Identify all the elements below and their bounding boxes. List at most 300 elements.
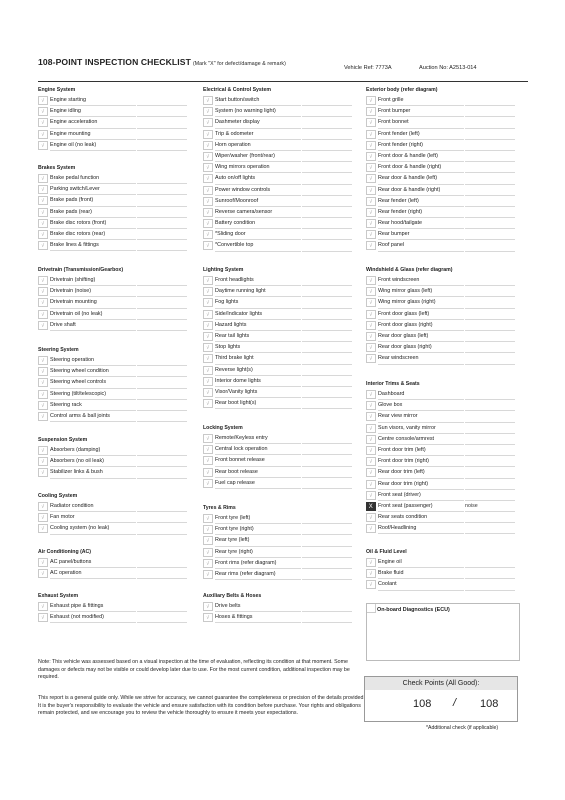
check-mark-checkbox[interactable]: √ (38, 613, 48, 622)
check-mark-checkbox[interactable]: √ (203, 613, 213, 622)
check-mark-checkbox[interactable]: √ (38, 141, 48, 150)
remark-field[interactable] (137, 456, 187, 467)
remark-field[interactable] (137, 95, 187, 106)
item-label: Brake pads (front) (50, 195, 136, 206)
checklist-row (38, 106, 188, 117)
check-mark-checkbox[interactable]: √ (38, 208, 48, 217)
remark-field[interactable] (465, 140, 515, 151)
item-label: Front bonnet release (215, 455, 301, 466)
check-mark-checkbox[interactable]: √ (203, 366, 213, 375)
item-label: Front door glass (left) (378, 309, 464, 320)
remark-field[interactable] (465, 445, 515, 456)
checklist-row (366, 207, 516, 218)
remark-field[interactable] (302, 387, 352, 398)
remark-field[interactable] (137, 467, 187, 478)
item-label: Brake disc rotors (front) (50, 218, 136, 229)
remark-field[interactable] (302, 547, 352, 558)
check-mark-checkbox[interactable]: √ (366, 298, 376, 307)
item-label: Roof panel (378, 240, 464, 251)
check-mark-checkbox[interactable]: √ (203, 514, 213, 523)
remark-field[interactable] (302, 376, 352, 387)
checklist-row (366, 342, 516, 353)
section-electrical-control-system (203, 86, 353, 252)
remark-field[interactable] (465, 240, 515, 251)
check-mark-checkbox[interactable]: √ (203, 332, 213, 341)
checklist-row (38, 117, 188, 128)
remark-field[interactable] (137, 129, 187, 140)
check-mark-checkbox[interactable]: √ (366, 457, 376, 466)
check-mark-checkbox[interactable]: √ (366, 163, 376, 172)
item-label: Steering operation (50, 355, 136, 366)
remark-field[interactable] (137, 523, 187, 534)
check-mark-checkbox[interactable]: √ (203, 163, 213, 172)
check-mark-checkbox[interactable]: √ (203, 377, 213, 386)
item-label: Drive belts (215, 601, 301, 612)
item-label: Visor/Vanity lights (215, 387, 301, 398)
check-mark-checkbox[interactable]: √ (203, 287, 213, 296)
remark-field[interactable] (137, 612, 187, 623)
item-label: Trip & odometer (215, 129, 301, 140)
remark-field[interactable] (137, 320, 187, 331)
remark-field[interactable] (137, 355, 187, 366)
check-mark-checkbox[interactable]: √ (203, 536, 213, 545)
remark-field[interactable] (465, 342, 515, 353)
check-mark-checkbox[interactable]: √ (203, 276, 213, 285)
check-mark-checkbox[interactable]: √ (38, 230, 48, 239)
remark-field[interactable] (465, 218, 515, 229)
check-mark-checkbox[interactable]: √ (203, 399, 213, 408)
remark-field[interactable] (137, 286, 187, 297)
remark-field[interactable] (465, 286, 515, 297)
remark-field[interactable] (302, 286, 352, 297)
check-mark-checkbox[interactable]: √ (366, 480, 376, 489)
checklist-row (203, 207, 353, 218)
remark-field[interactable] (302, 558, 352, 569)
item-label: Parking switch/Lever (50, 184, 136, 195)
checklist-row (366, 389, 516, 400)
remark-field[interactable] (302, 601, 352, 612)
checklist-row (203, 286, 353, 297)
remark-field[interactable] (302, 331, 352, 342)
section-oil-fluid-level (366, 548, 516, 591)
item-label: Roof/Headlining (378, 523, 464, 534)
remark-field[interactable] (465, 275, 515, 286)
check-mark-checkbox[interactable]: √ (38, 412, 48, 421)
remark-field[interactable] (465, 196, 515, 207)
item-label: *Convertible top (215, 240, 301, 251)
remark-field[interactable] (302, 309, 352, 320)
check-mark-checkbox[interactable]: √ (366, 219, 376, 228)
check-mark-checkbox[interactable]: √ (366, 276, 376, 285)
section-windshield-glass-refer-diagram (366, 266, 516, 365)
remark-field[interactable] (137, 445, 187, 456)
checklist-row (203, 140, 353, 151)
remark-field[interactable] (137, 173, 187, 184)
check-mark-checkbox[interactable]: √ (38, 196, 48, 205)
remark-field[interactable] (302, 151, 352, 162)
remark-field[interactable] (302, 229, 352, 240)
remark-field[interactable] (302, 117, 352, 128)
remark-field[interactable] (137, 240, 187, 251)
check-mark-checkbox[interactable]: √ (366, 130, 376, 139)
item-label: Steering wheel condition (50, 366, 136, 377)
remark-field[interactable] (137, 297, 187, 308)
checklist-row (366, 331, 516, 342)
remark-field[interactable] (302, 478, 352, 489)
item-label: Side/Indicator lights (215, 309, 301, 320)
obd-title: On-board Diagnostics (ECU) (377, 607, 450, 613)
remark-field[interactable] (302, 535, 352, 546)
remark-field[interactable] (137, 106, 187, 117)
check-mark-checkbox[interactable]: √ (366, 580, 376, 589)
remark-field[interactable] (137, 501, 187, 512)
remark-field[interactable] (302, 207, 352, 218)
item-label: Front fender (right) (378, 140, 464, 151)
check-mark-checkbox[interactable]: √ (203, 186, 213, 195)
check-mark-checkbox[interactable]: √ (366, 141, 376, 150)
remark-field[interactable] (137, 557, 187, 568)
item-label: AC panel/buttons (50, 557, 136, 568)
check-mark-checkbox[interactable]: √ (366, 332, 376, 341)
remark-field[interactable] (302, 444, 352, 455)
remark-field[interactable] (465, 490, 515, 501)
check-mark-checkbox[interactable]: √ (38, 174, 48, 183)
check-mark-checkbox[interactable]: √ (366, 435, 376, 444)
remark-field[interactable] (137, 229, 187, 240)
check-mark-checkbox[interactable]: √ (366, 390, 376, 399)
check-mark-checkbox[interactable]: √ (38, 287, 48, 296)
item-label: Engine oil (no leak) (50, 140, 136, 151)
check-mark-checkbox[interactable]: √ (366, 513, 376, 522)
check-mark-checkbox[interactable]: √ (38, 310, 48, 319)
item-label: Drivetrain (shifting) (50, 275, 136, 286)
remark-field[interactable] (137, 389, 187, 400)
item-label: Rear boot light(s) (215, 398, 301, 409)
remark-field[interactable] (465, 95, 515, 106)
check-mark-checkbox[interactable]: √ (203, 445, 213, 454)
check-mark-checkbox[interactable]: √ (38, 569, 48, 578)
remark-field[interactable] (137, 140, 187, 151)
check-mark-checkbox[interactable]: √ (38, 118, 48, 127)
check-mark-checkbox[interactable]: √ (366, 96, 376, 105)
item-label: Drivetrain mounting (50, 297, 136, 308)
checklist-row (366, 434, 516, 445)
check-mark-checkbox[interactable]: √ (203, 96, 213, 105)
check-mark-checkbox[interactable]: √ (38, 602, 48, 611)
checklist-row (203, 398, 353, 409)
item-label: Rear fender (left) (378, 196, 464, 207)
check-mark-checkbox[interactable]: √ (366, 412, 376, 421)
obd-box (366, 603, 520, 661)
check-mark-checkbox[interactable]: √ (38, 457, 48, 466)
remark-field[interactable] (137, 411, 187, 422)
remark-field[interactable] (465, 423, 515, 434)
section-steering-system (38, 346, 188, 422)
check-mark-checkbox[interactable]: √ (366, 118, 376, 127)
check-mark-checkbox[interactable]: √ (38, 219, 48, 228)
remark-field[interactable] (465, 512, 515, 523)
check-mark-checkbox[interactable]: √ (38, 558, 48, 567)
item-label: Sunroof/Moonroof (215, 196, 301, 207)
remark-field[interactable] (302, 365, 352, 376)
check-mark-checkbox[interactable]: √ (366, 569, 376, 578)
remark-field[interactable] (302, 612, 352, 623)
item-label: Brake lines & fittings (50, 240, 136, 251)
check-mark-checkbox[interactable]: √ (38, 502, 48, 511)
remark-field[interactable] (465, 467, 515, 478)
check-mark-checkbox[interactable]: √ (38, 130, 48, 139)
check-mark-checkbox[interactable]: √ (366, 208, 376, 217)
remark-field[interactable] (302, 513, 352, 524)
check-mark-checkbox[interactable]: √ (366, 321, 376, 330)
check-mark-checkbox[interactable]: √ (38, 468, 48, 477)
checklist-row (366, 218, 516, 229)
remark-field[interactable] (302, 129, 352, 140)
defect-mark-checkbox[interactable]: X (366, 502, 376, 511)
remark-field[interactable] (137, 275, 187, 286)
check-mark-checkbox[interactable]: √ (366, 107, 376, 116)
remark-field[interactable] (302, 218, 352, 229)
item-label: Sun visors, vanity mirror (378, 423, 464, 434)
item-label: Front door & handle (right) (378, 162, 464, 173)
check-mark-checkbox[interactable]: √ (203, 107, 213, 116)
remark-field[interactable] (137, 218, 187, 229)
remark-field[interactable] (137, 377, 187, 388)
remark-field[interactable] (137, 117, 187, 128)
page-title-text: 108-POINT INSPECTION CHECKLIST (38, 57, 191, 67)
check-mark-checkbox[interactable]: √ (38, 185, 48, 194)
check-mark-checkbox[interactable]: √ (366, 152, 376, 161)
check-mark-checkbox[interactable]: √ (38, 96, 48, 105)
remark-field[interactable] (137, 184, 187, 195)
checklist-row (366, 568, 516, 579)
section-title: Tyres & Rims (203, 505, 236, 511)
check-mark-checkbox[interactable]: √ (38, 513, 48, 522)
remark-field[interactable] (465, 411, 515, 422)
remark-field[interactable] (465, 353, 515, 364)
remark-field[interactable] (465, 207, 515, 218)
remark-field[interactable] (465, 229, 515, 240)
checklist-row (38, 467, 188, 478)
remark-field[interactable] (302, 353, 352, 364)
check-mark-checkbox[interactable]: √ (38, 401, 48, 410)
check-mark-checkbox[interactable]: √ (366, 197, 376, 206)
checklist-row (203, 129, 353, 140)
check-mark-checkbox[interactable]: √ (203, 548, 213, 557)
checklist-row (38, 400, 188, 411)
check-mark-checkbox[interactable]: √ (203, 118, 213, 127)
check-mark-checkbox[interactable]: √ (203, 208, 213, 217)
checklist-row (38, 140, 188, 151)
section-title: Cooling System (38, 493, 78, 499)
check-mark-checkbox[interactable]: √ (366, 558, 376, 567)
check-mark-checkbox[interactable]: √ (203, 321, 213, 330)
check-mark-checkbox[interactable]: √ (203, 152, 213, 161)
check-mark-checkbox[interactable]: √ (203, 525, 213, 534)
remark-field[interactable] (465, 523, 515, 534)
check-mark-checkbox[interactable]: √ (203, 354, 213, 363)
check-mark-checkbox[interactable]: √ (366, 491, 376, 500)
check-mark-checkbox[interactable]: √ (203, 388, 213, 397)
checklist-row (38, 456, 188, 467)
remark-field[interactable] (302, 173, 352, 184)
check-mark-checkbox[interactable]: √ (203, 219, 213, 228)
check-mark-checkbox[interactable]: √ (38, 446, 48, 455)
remark-field[interactable] (302, 467, 352, 478)
check-mark-checkbox[interactable]: √ (38, 390, 48, 399)
remark-field[interactable] (137, 195, 187, 206)
check-mark-checkbox[interactable]: √ (366, 241, 376, 250)
checklist-row (203, 455, 353, 466)
check-mark-checkbox[interactable]: √ (203, 479, 213, 488)
remark-field[interactable] (465, 557, 515, 568)
checklist-row (366, 196, 516, 207)
check-mark-checkbox[interactable]: √ (366, 310, 376, 319)
check-mark-checkbox[interactable]: √ (38, 276, 48, 285)
remark-field[interactable] (302, 106, 352, 117)
checklist-row (203, 513, 353, 524)
checklist-row (366, 309, 516, 320)
remark-field[interactable] (137, 309, 187, 320)
check-mark-checkbox[interactable]: √ (38, 378, 48, 387)
checklist-row (366, 275, 516, 286)
remark-field[interactable] (465, 456, 515, 467)
remark-field[interactable] (465, 106, 515, 117)
check-mark-checkbox[interactable]: √ (366, 287, 376, 296)
remark-field[interactable] (137, 568, 187, 579)
remark-field[interactable] (465, 434, 515, 445)
remark-field[interactable]: noise (465, 501, 515, 512)
obd-checkbox[interactable] (367, 604, 376, 613)
remark-field[interactable] (465, 117, 515, 128)
remark-field[interactable] (465, 129, 515, 140)
check-mark-checkbox[interactable]: √ (366, 343, 376, 352)
remark-field[interactable] (302, 240, 352, 251)
remark-field[interactable] (302, 320, 352, 331)
item-label: Front headlights (215, 275, 301, 286)
checklist-row (38, 320, 188, 331)
check-mark-checkbox[interactable]: √ (203, 197, 213, 206)
check-mark-checkbox[interactable]: √ (366, 524, 376, 533)
check-mark-checkbox[interactable]: √ (366, 468, 376, 477)
check-mark-checkbox[interactable]: √ (203, 456, 213, 465)
check-mark-checkbox[interactable]: √ (366, 401, 376, 410)
check-mark-checkbox[interactable]: √ (38, 321, 48, 330)
remark-field[interactable] (465, 579, 515, 590)
check-mark-checkbox[interactable]: √ (203, 343, 213, 352)
checklist-row (203, 151, 353, 162)
remark-field[interactable] (465, 400, 515, 411)
checklist-row (203, 524, 353, 535)
section-title: Interior Trims & Seats (366, 381, 420, 387)
check-mark-checkbox[interactable]: √ (203, 241, 213, 250)
checklist-row (203, 196, 353, 207)
item-label: Rear fender (right) (378, 207, 464, 218)
check-mark-checkbox[interactable]: √ (203, 602, 213, 611)
check-mark-checkbox[interactable]: √ (203, 230, 213, 239)
check-mark-checkbox[interactable]: √ (203, 174, 213, 183)
remark-field[interactable] (465, 389, 515, 400)
remark-field[interactable] (465, 331, 515, 342)
remark-field[interactable] (302, 162, 352, 173)
check-mark-checkbox[interactable]: √ (203, 434, 213, 443)
remark-field[interactable] (302, 140, 352, 151)
check-mark-checkbox[interactable]: √ (203, 298, 213, 307)
remark-field[interactable] (302, 398, 352, 409)
section-auxiliary-belts-hoses (203, 592, 353, 623)
remark-field[interactable] (302, 275, 352, 286)
check-mark-checkbox[interactable]: √ (203, 130, 213, 139)
check-mark-checkbox[interactable]: √ (38, 298, 48, 307)
remark-field[interactable] (137, 601, 187, 612)
remark-field[interactable] (302, 342, 352, 353)
check-mark-checkbox[interactable]: √ (38, 367, 48, 376)
check-mark-checkbox[interactable]: √ (38, 524, 48, 533)
remark-field[interactable] (465, 297, 515, 308)
checklist-row (203, 240, 353, 251)
checklist-row (203, 173, 353, 184)
check-mark-checkbox[interactable]: √ (203, 570, 213, 579)
remark-field[interactable] (137, 207, 187, 218)
remark-field[interactable] (302, 297, 352, 308)
remark-field[interactable] (302, 196, 352, 207)
remark-field[interactable] (302, 455, 352, 466)
remark-field[interactable] (137, 400, 187, 411)
item-label: Rear hood/tailgate (378, 218, 464, 229)
check-mark-checkbox[interactable]: √ (203, 141, 213, 150)
checklist-row (38, 411, 188, 422)
check-mark-checkbox[interactable]: √ (366, 354, 376, 363)
item-label: Front door trim (right) (378, 456, 464, 467)
remark-field[interactable] (465, 173, 515, 184)
checklist-row (366, 423, 516, 434)
check-mark-checkbox[interactable]: √ (366, 230, 376, 239)
remark-field[interactable] (465, 185, 515, 196)
remark-field[interactable] (465, 309, 515, 320)
remark-field[interactable] (302, 433, 352, 444)
remark-field[interactable] (302, 185, 352, 196)
check-mark-checkbox[interactable]: √ (38, 107, 48, 116)
item-label: Rear door trim (left) (378, 467, 464, 478)
check-mark-checkbox[interactable]: √ (366, 446, 376, 455)
check-mark-checkbox[interactable]: √ (203, 559, 213, 568)
remark-field[interactable] (465, 320, 515, 331)
item-label: Steering rack (50, 400, 136, 411)
remark-field[interactable] (137, 512, 187, 523)
checklist-row (203, 467, 353, 478)
check-mark-checkbox[interactable]: √ (366, 186, 376, 195)
check-mark-checkbox[interactable]: √ (203, 468, 213, 477)
remark-field[interactable] (302, 95, 352, 106)
check-mark-checkbox[interactable]: √ (38, 356, 48, 365)
remark-field[interactable] (465, 568, 515, 579)
section-title: Electrical & Control System (203, 87, 272, 93)
remark-field[interactable] (465, 162, 515, 173)
checklist-row (38, 218, 188, 229)
item-label: Rear windscreen (378, 353, 464, 364)
check-mark-checkbox[interactable]: √ (366, 174, 376, 183)
checklist-row (38, 184, 188, 195)
remark-field[interactable] (465, 151, 515, 162)
check-mark-checkbox[interactable]: √ (203, 310, 213, 319)
remark-field[interactable] (302, 524, 352, 535)
check-mark-checkbox[interactable]: √ (366, 424, 376, 433)
item-label: Front seat (passenger) (378, 501, 464, 512)
remark-field[interactable] (302, 569, 352, 580)
remark-field[interactable] (465, 479, 515, 490)
check-mark-checkbox[interactable]: √ (38, 241, 48, 250)
remark-field[interactable] (137, 366, 187, 377)
